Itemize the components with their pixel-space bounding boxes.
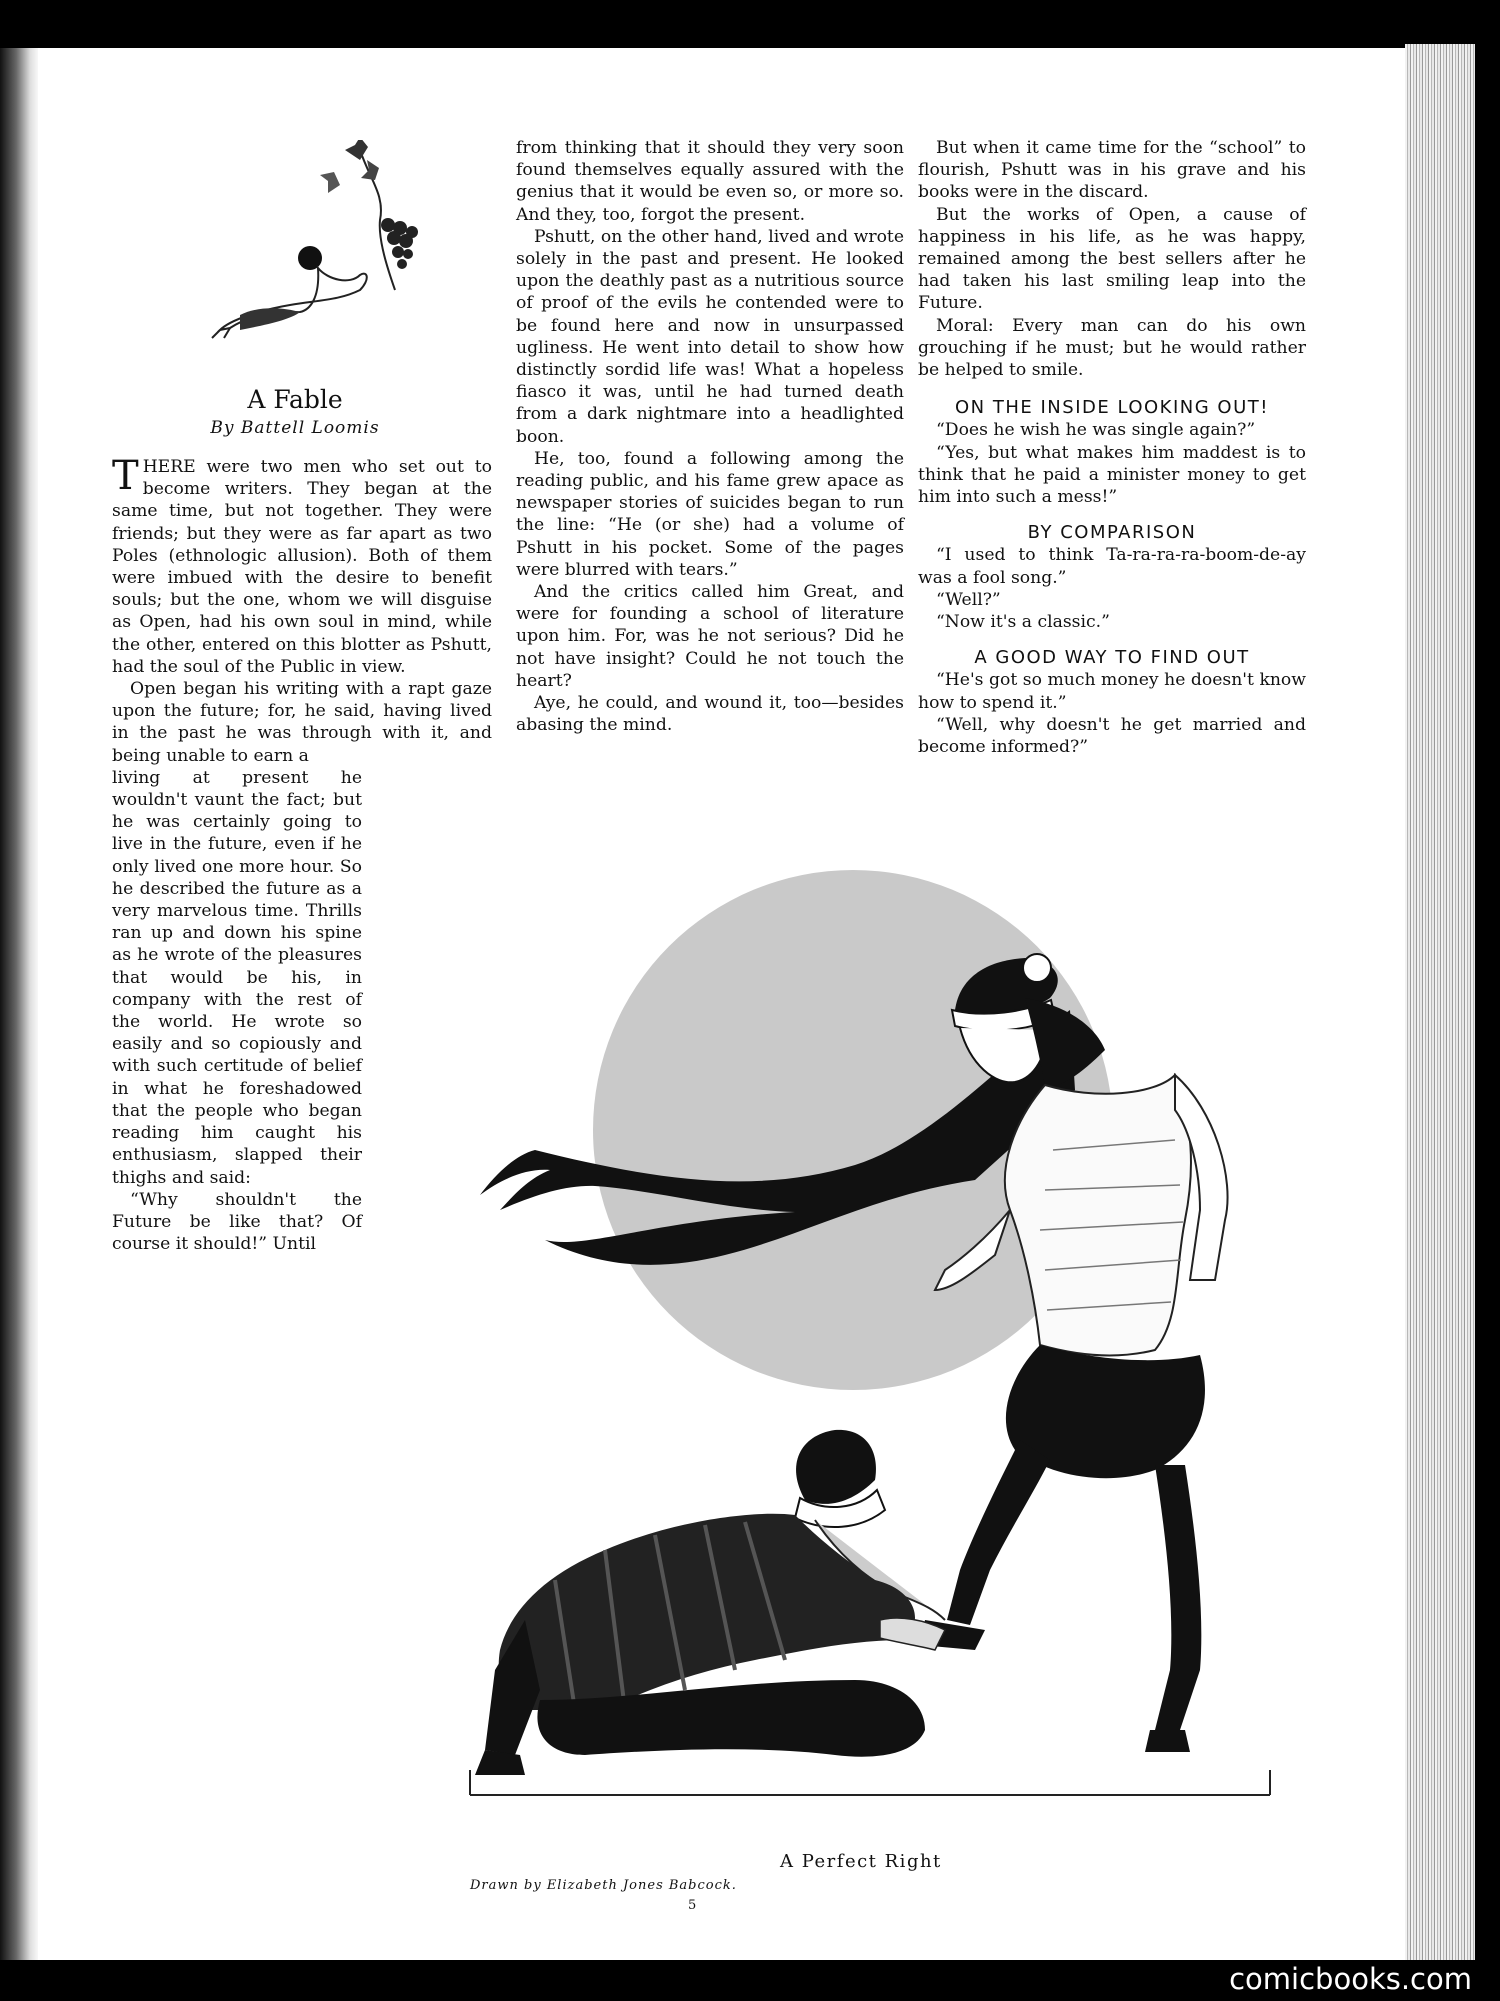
joke-line: “Does he wish he was single again?” xyxy=(936,420,1256,441)
column-3 xyxy=(918,137,1306,758)
column-1 xyxy=(112,453,492,1255)
joke-line: “Now it's a classic.” xyxy=(936,612,1110,633)
page-gutter xyxy=(0,48,40,1960)
joke-heading: A GOOD WAY TO FIND OUT xyxy=(974,647,1250,669)
paragraph xyxy=(112,453,492,678)
skating-illustration xyxy=(455,850,1285,1870)
article-title: A Fable xyxy=(247,385,343,414)
article-byline: By Battell Loomis xyxy=(210,418,380,438)
paragraph: “Why shouldn't the Future be like that? Of course it should!” Until xyxy=(112,1189,362,1255)
joke-heading: BY COMPARISON xyxy=(1027,522,1197,544)
paragraph: Pshutt, on the other hand, lived and wrote solely in the past and present. He looked upon the deathly past as a nutritious source of proof of the evils he contended were to be found here and now in unsurpassed ugliness. He went into detail to show how distinctly sordid life was! What a hopeless fiasco it was, until he had turned death from a dark nightmare into a headlighted boon. xyxy=(516,226,904,447)
page-number: 5 xyxy=(688,1898,697,1913)
paragraph-text: HERE were two men who set out to become writers. They began at the same time, but not together. They were friends; but they were as far apart as two Poles (ethnologic allusion). Both of them were imbued with the desire to benefit souls; but the one, whom we will disguise as Open, had his own soul in mind, while the other, entered on this blotter as Pshutt, had the soul of the Public in view. xyxy=(112,457,492,677)
paragraph: from thinking that it should they very soon found themselves equally assured with the genius that it would be even so, or more so. And they, too, forgot the present. xyxy=(516,138,904,225)
joke-line: “Well, why doesn't he get married and become informed?” xyxy=(918,714,1306,758)
paragraph: living at present he wouldn't vaunt the fact; but he was certainly going to live in the future, even if he only lived one more hour. So he described the future as a very marvelous time. Thrills ran up and down his spine as he wrote of the pleasures that would be his, in company with the rest of the world. He wrote so easily and so copiously and with such certitude of belief in what he foreshadowed that the people who began reading him caught his enthusiasm, slapped their thighs and said: xyxy=(112,767,362,1188)
joke-line: “Well?” xyxy=(936,589,1001,610)
paragraph: Aye, he could, and wound it, too—besides abasing the mind. xyxy=(516,693,904,736)
grapes-vignette xyxy=(210,140,470,355)
illustration-credit: Drawn by Elizabeth Jones Babcock. xyxy=(470,1878,737,1893)
paragraph: But the works of Open, a cause of happiness in his life, as he was happy, remained among the best sellers after he had taken his last smiling leap into the Future. xyxy=(918,204,1306,314)
column-2 xyxy=(516,137,904,736)
paragraph: Open began his writing with a rapt gaze upon the future; for, he said, having lived in the past he was through with it, and being unable to earn a xyxy=(112,679,492,766)
page-stack-edge xyxy=(1405,44,1475,1964)
joke-line: “He's got so much money he doesn't know how to spend it.” xyxy=(918,670,1306,713)
paragraph: He, too, found a following among the reading public, and his fame grew apace as newspaper stories of suicides began to run the line: “He (or she) had a volume of Pshutt in his pocket. Some of the pages were blurred with tears.” xyxy=(516,448,904,580)
joke-heading: ON THE INSIDE LOOKING OUT! xyxy=(955,397,1269,419)
drop-cap: T xyxy=(112,453,139,499)
joke-line: “Yes, but what makes him maddest is to think that he paid a minister money to get him into such a mess!” xyxy=(918,442,1306,508)
illustration-caption: A Perfect Right xyxy=(780,1851,942,1872)
paragraph: And the critics called him Great, and were for founding a school of literature upon him. For, was he not serious? Did he not have insight? Could he not touch the heart? xyxy=(516,582,904,691)
joke-line: “I used to think Ta-ra-ra-ra-boom-de-ay was a fool song.” xyxy=(918,545,1306,588)
paragraph: Moral: Every man can do his own grouching if he must; but he would rather be helped to smile. xyxy=(918,315,1306,381)
site-watermark: comicbooks.com xyxy=(1229,1962,1472,1996)
paragraph: But when it came time for the “school” to flourish, Pshutt was in his grave and his books were in the discard. xyxy=(918,138,1306,203)
